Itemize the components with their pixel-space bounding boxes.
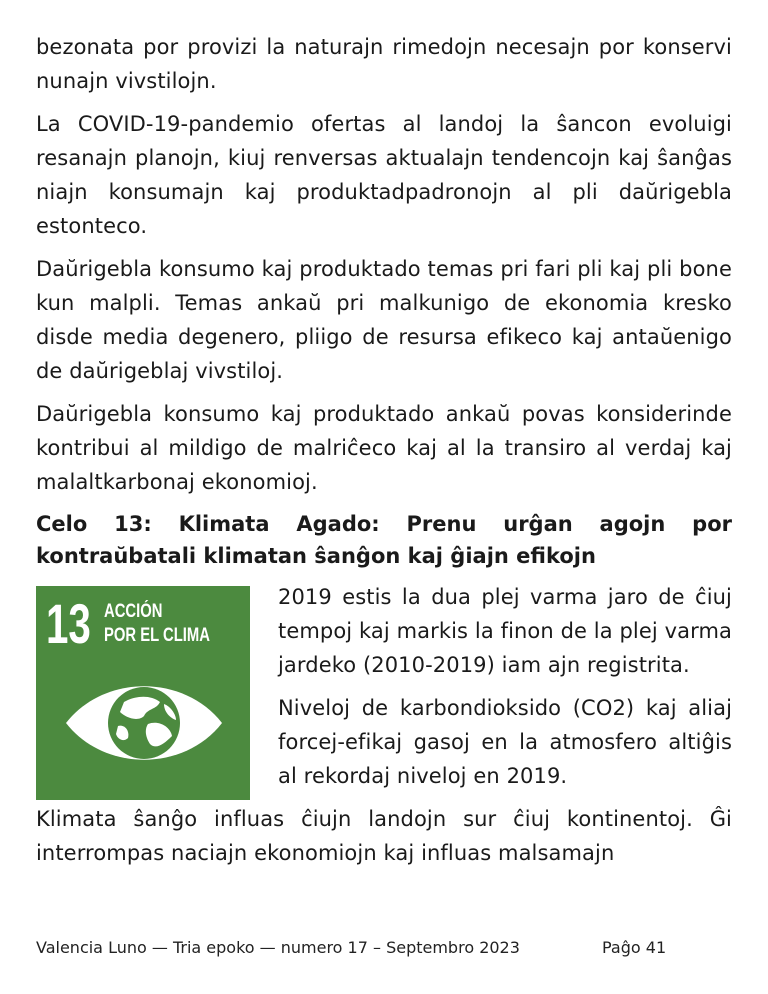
sdg-side-text <box>278 580 732 802</box>
paragraph: La COVID-19-pandemio ofertas al landoj la ŝancon evoluigi resanajn planojn, kiuj renversas aktualajn tendencojn kaj ŝanĝas niajn konsumajn kaj produktadpadronojn al pli daŭrigebla estonteco. <box>36 112 732 238</box>
paragraph: Daŭrigebla konsumo kaj produktado ankaŭ povas konsiderinde kontribui al mildigo de malriĉeco kaj al la transiro al verdaj kaj malaltkarbonaj ekonomioj. <box>36 402 732 494</box>
paragraph: bezonata por provizi la naturajn rimedojn necesajn por konservi nunajn vivstilojn. <box>36 35 732 93</box>
sdg-title-line2: POR EL CLIMA <box>104 625 210 646</box>
section-heading: Celo 13: Klimata Agado: Prenu urĝan agojn por kontraŭbatali klimatan ŝanĝon kaj ĝiajn efikojn <box>36 512 732 568</box>
paragraph: 2019 estis la dua plej varma jaro de ĉiuj tempoj kaj markis la finon de la plej varma jardeko (2010-2019) iam ajn registrita. <box>278 585 732 677</box>
sdg-title-line1: ACCIÓN <box>104 601 163 622</box>
sdg-13-logo <box>36 586 250 800</box>
sdg-title <box>104 600 210 648</box>
paragraph: Daŭrigebla konsumo kaj produktado temas pri fari pli kaj pli bone kun malpli. Temas ankaŭ pri malkunigo de ekonomia kresko disde media degenero, pliigo de resursa efikeco kaj antaŭenigo de daŭrigeblaj vivstiloj. <box>36 257 732 383</box>
page-content <box>36 30 732 879</box>
sdg-section <box>36 580 732 802</box>
eye-globe-icon <box>64 680 224 766</box>
paragraph: Niveloj de karbondioksido (CO2) kaj aliaj forcej-efikaj gasoj en la atmosfero altiĝis al rekordaj niveloj en 2019. <box>278 696 732 788</box>
sdg-number: 13 <box>46 592 91 655</box>
paragraph: Klimata ŝanĝo influas ĉiujn landojn sur ĉiuj kontinentoj. Ĝi interrompas naciajn ekonomiojn kaj influas malsamajn <box>36 807 732 865</box>
footer-page-number: Paĝo 41 <box>602 938 667 957</box>
footer-publication: Valencia Luno — Tria epoko — numero 17 – Septembro 2023 <box>36 938 520 957</box>
